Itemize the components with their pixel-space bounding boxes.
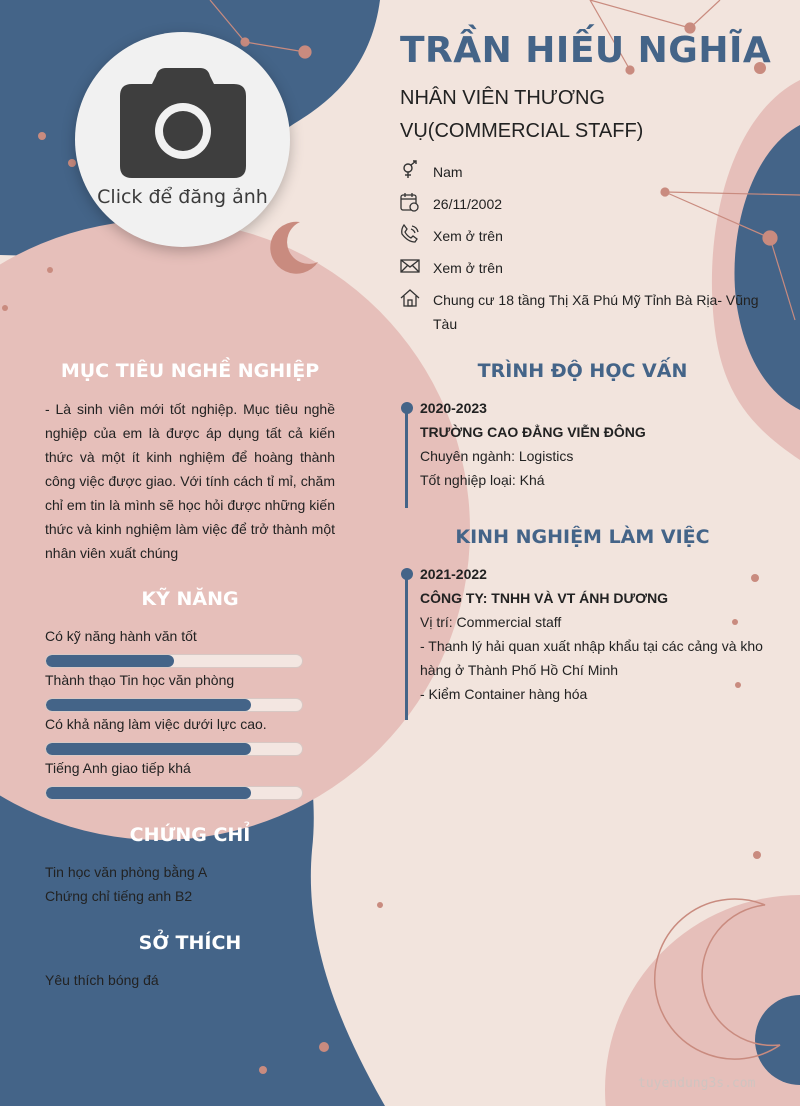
skill-bar-fill xyxy=(46,655,174,667)
photo-upload-label: Click để đăng ảnh xyxy=(97,186,268,208)
gender-value: Nam xyxy=(433,164,463,180)
address-value: Chung cư 18 tầng Thị Xã Phú Mỹ Tỉnh Bà Rịa- Vũng Tàu xyxy=(433,292,759,332)
skill-bar xyxy=(45,698,303,712)
skill-bar-fill xyxy=(46,787,251,799)
skill-bar-fill xyxy=(46,699,251,711)
home-icon xyxy=(400,288,420,308)
objective-text: - Là sinh viên mới tốt nghiệp. Mục tiêu nghề nghiệp của em là được áp dụng tất cả kiến thức và một ít kinh nghiệm để hoàng thành công việc được giao. Với tính cách tỉ mỉ, chăm chỉ em tin là mình sẽ học hỏi được những kiến thức và kinh nghiệm làm việc để trở thành một nhân viên xuất chúng xyxy=(45,401,335,561)
phone-icon xyxy=(400,224,420,244)
hobby-item: Yêu thích bóng đá xyxy=(45,972,159,988)
education-line: Tốt nghiệp loại: Khá xyxy=(420,472,545,488)
experience-line: - Thanh lý hải quan xuất nhập khẩu tại các cảng và kho hàng ở Thành Phố Hồ Chí Minh xyxy=(420,638,763,678)
mail-icon xyxy=(400,256,420,276)
certificate-item: Tin học văn phòng bằng A xyxy=(45,864,208,880)
skill-bar-fill xyxy=(46,743,251,755)
education-years: 2020-2023 xyxy=(420,400,487,416)
experience-timeline-line xyxy=(405,574,408,720)
education-timeline-dot xyxy=(401,402,413,414)
experience-years: 2021-2022 xyxy=(420,566,487,582)
skill-label: Tiếng Anh giao tiếp khá xyxy=(45,760,191,776)
hobbies-heading: SỞ THÍCH xyxy=(138,932,242,954)
objective-heading: MỤC TIÊU NGHỀ NGHIỆP xyxy=(60,360,320,382)
education-line: Chuyên ngành: Logistics xyxy=(420,448,574,464)
skill-label: Có kỹ năng hành văn tốt xyxy=(45,628,197,644)
experience-line: Vị trí: Commercial staff xyxy=(420,614,562,630)
watermark: tuyendung3s.com xyxy=(638,1076,756,1091)
candidate-name: TRẦN HIẾU NGHĨA xyxy=(400,30,772,71)
birthday-value: 26/11/2002 xyxy=(433,196,503,212)
education-heading: TRÌNH ĐỘ HỌC VẤN xyxy=(477,360,688,382)
skill-bar xyxy=(45,786,303,800)
skill-bar xyxy=(45,742,303,756)
job-title: NHÂN VIÊN THƯƠNG VỤ(COMMERCIAL STAFF) xyxy=(400,87,644,142)
certificate-item: Chứng chỉ tiếng anh B2 xyxy=(45,888,193,904)
photo-upload[interactable] xyxy=(75,32,290,247)
education-school: TRƯỜNG CAO ĐẲNG VIỄN ĐÔNG xyxy=(420,424,646,440)
skills-heading: KỸ NĂNG xyxy=(141,588,239,610)
experience-line: - Kiểm Container hàng hóa xyxy=(420,686,588,702)
skill-label: Có khả năng làm việc dưới lực cao. xyxy=(45,716,267,732)
experience-entry xyxy=(420,562,770,706)
gender-icon xyxy=(400,160,420,180)
email-value: Xem ở trên xyxy=(433,260,503,276)
skill-label: Thành thạo Tin học văn phòng xyxy=(45,672,235,688)
experience-heading: KINH NGHIỆM LÀM VIỆC xyxy=(455,526,710,548)
skill-bar xyxy=(45,654,303,668)
education-entry xyxy=(420,396,770,492)
calendar-icon xyxy=(400,192,420,212)
experience-timeline-dot xyxy=(401,568,413,580)
certificates-heading: CHỨNG CHỈ xyxy=(129,824,251,846)
education-timeline-line xyxy=(405,408,408,508)
camera-icon xyxy=(118,68,248,180)
phone-value: Xem ở trên xyxy=(433,228,503,244)
experience-company: CÔNG TY: TNHH VÀ VT ÁNH DƯƠNG xyxy=(420,590,669,606)
